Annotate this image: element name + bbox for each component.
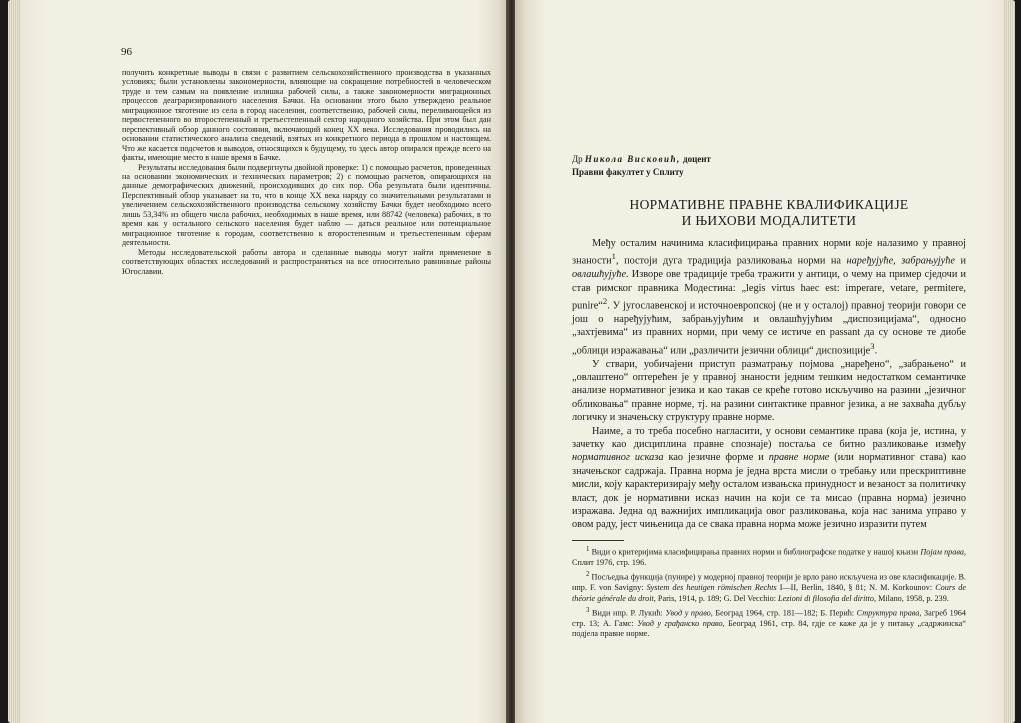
page-number: 96: [121, 46, 132, 58]
footnote: $^2$ Посљедња функција (пуниpe) у модерној правној теорији је врло рано искључена из ове класификације. В. нпр. F. von Savigny: System des heutigen römischen Rechts I—II, Berlin, 1840, § 81; N. M. Korkounov: Cours de théorie générale du droit, Paris, 1914, p. 189; G. Del Vecchio: Lezioni di filosofia del diritto, Milano, 1958, p. 239.: [572, 571, 967, 603]
footnote-divider: [572, 540, 624, 541]
left-page: [8, 0, 508, 723]
article-body: [572, 237, 966, 532]
affiliation: Правни факултет у Сплиту: [572, 167, 684, 177]
page-edges-left: [8, 0, 20, 723]
body-paragraph: Наиме, а то треба посебно нагласити, у основи семантике права (која је, истина, у зачетку као дисциплина правне спознаје) постаља се битно разликовање између нормативног исказа као језичне форме и правне норме (или нормативног става) као значењског садржаја. Правна норма је једна врста мисли о требању или прескриптивне мисли, коју карактеризирају међу осталом извањска принудност и везаност за политичку власт, док је нормативни исказ начин на који се та мисао (правна норма) језично изражава. Једна од важнијих импликација овог разликовања, која нас занима управо у овом раду, јест чињеница да се свака правна норма може језично изразити путем: [572, 425, 967, 531]
body-paragraph: У ствари, уобичајени приступ разматрању појмова „наређено“, „забрањено“ и „овлаштено“ оптерећен је у правној знаности једним тешким недостатком семантичке анализе нормативног језика и као такав се креће готово искључиво на разини „језичног обликовања“ правне норме, тј. на разини синтактике правног језика, а не захваћа дубљу логичку и значењску структуру правне норме.: [572, 358, 966, 424]
summary-paragraph: получить конкретные выводы в связи с развитием сельскохозяйственного производства в указанных условиях; были установлены закономерности, влияющие на сокращение потребностей в человеческом труде и тем самым на появление излишка рабочей силы, а также закономерности миграционных процессов деаграризированного населения Бачки. На основании этого было утверждено реальное миграционное тяготение из села в город населения, соответственно, рабочей силы, переливающейся из первостепенного во второстепенный и третьестепенный сектор народного хозяйства. При этом был дан перспективный обзор данного состояния, включающий конец XX века. Исследования проводились на основании статистического анализа сведений, взятых из конкретного периода в прошлом и настоящем. Что же касается подсчетов и выводов, относящихся к будущему, то здесь автор опирался прежде всего на факты, имеющие место в наше время в Бачке.: [122, 68, 491, 163]
russian-summary: [122, 68, 491, 276]
summary-paragraph: Результаты исследования были подвергнуты двойной проверке: 1) с помощью расчетов, проведенных на основании экономических и технических параметров; 2) с помощью расчетов, опирающихся на данные демографических движений, происходивших до сих пор. Оба результата были идентичны. Перспективный обзор указывает на то, что в конце XX века наряду со значительными результатами и увеличением сельскохозяйственного производства сельскому хозяйству Бачки будет необходимо всего лишь 53,34% из общего числа рабочих, необходимых в наше время, или 88742 (человека) рабочих, в то время как у остального сельского населения будет наблю — даться реальное или потенциальное миграционное тяготение к городам, соответственно к второстепенным и третьестепенным сферам деятельности.: [122, 162, 491, 248]
author-prefix: Др: [572, 154, 583, 164]
footnote: $^1$ Види о критеријима класифицирања правних норми и библиографске податке у нашој књизи Појам права, Сплит 1976, стр. 196.: [572, 546, 966, 568]
title-line: НОРМАТИВНЕ ПРАВНЕ КВАЛИФИКАЦИЈЕ: [629, 197, 909, 212]
author-name: Никола Висковић,: [584, 154, 681, 164]
author-block: [572, 153, 711, 179]
summary-paragraph: Методы исследовательской работы автора и сделанные выводы могут найти применение в соответствующих областях исследований и распространяться на все относительно равнинные районы Югославии.: [122, 247, 491, 276]
page-edges-right: [1003, 0, 1015, 723]
author-title: доцент: [683, 154, 711, 164]
title-line: И ЊИХОВИ МОДАЛИТЕТИ: [681, 213, 857, 228]
footnotes: [572, 545, 966, 642]
article-title: [572, 197, 966, 229]
footnote: $^3$ Види нпр. Р. Лукић: Увод у право, Београд 1964, стр. 181—182; Б. Перић: Структура права, Загреб 1964 стр. 13; А. Гамс: Увод у грађанско право, Београд 1961, стр. 84, гдје се каже да је у питању „садржинска“ подјела правне норме.: [572, 606, 966, 639]
body-paragraph: Међу осталим начинима класифицирања правних норми које налазимо у правној знаности$^1$, постоји дуга традиција разликовања норми на наређујуће, забрањујуће и овлашћујуће. Изворе ове традиције треба тражити у антици, о чему на пример сједочи и став римског правника Модестина: „legis virtus haec est: imperare, vetare, permitere, punire“$^2$. У југославенској и источноевропској (не и у осталој) правној теорији говори се још о наређујућим, забрањујућим и овлашћујућим „диспозицијама“, односно „захтјевима“ из правних норми, при чему се истиче en passant да су основе те диобе „облици изражавања“ или „различити језични облици“ диспозиције$^3$.: [572, 238, 966, 357]
